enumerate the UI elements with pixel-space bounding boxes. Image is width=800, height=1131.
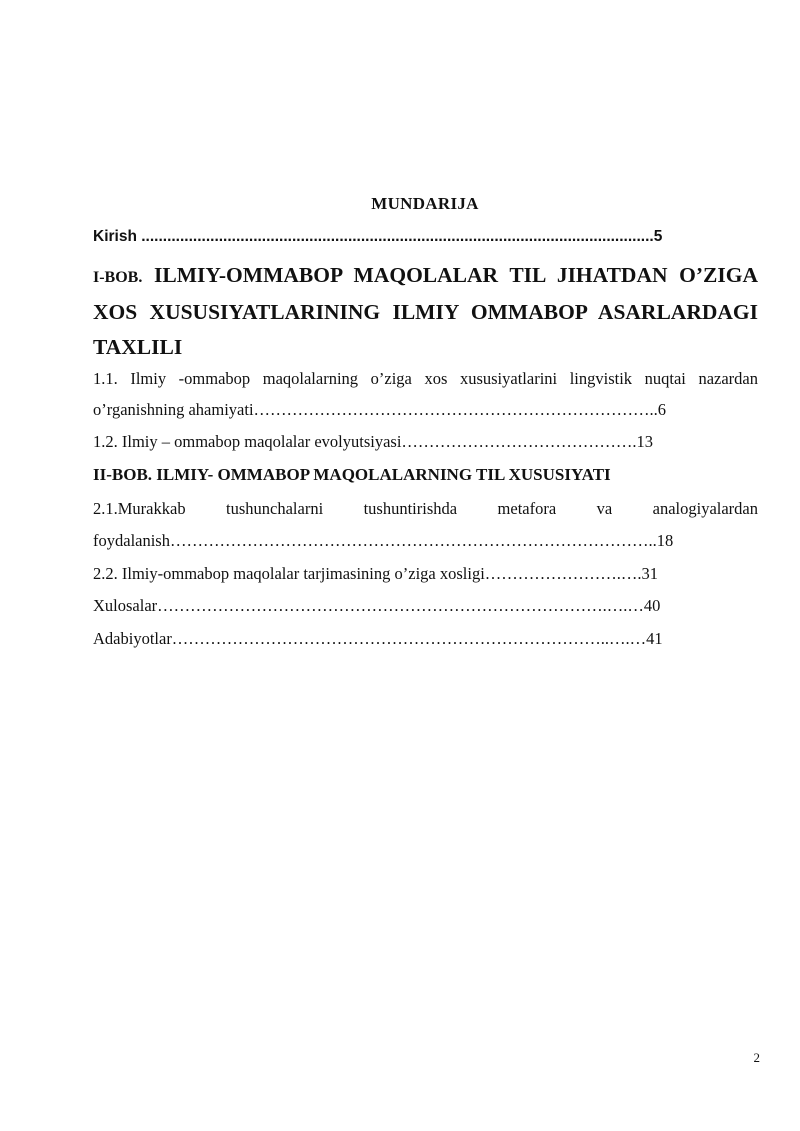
toc-entry-1-2: 1.2. Ilmiy – ommabop maqolalar evolyutsiyasi…………………………………….13 bbox=[93, 432, 654, 451]
sec21-word: 2.1.Murakkab bbox=[93, 499, 186, 518]
toc-entry-2-1-line1 bbox=[93, 499, 758, 519]
sec21-word: tushuntirishda bbox=[363, 499, 458, 518]
chapter-1-prefix: I-BOB. bbox=[93, 269, 143, 286]
toc-entry-kirish: Kirish .......................................................................................................................5 bbox=[93, 228, 663, 245]
toc-chapter-2: II-BOB. ILMIY- OMMABOP MAQOLALARNING TIL XUSUSIYATI bbox=[93, 465, 611, 484]
toc-entry-1-1-line2: o’rganishning ahamiyati………………………………………………………………..6 bbox=[93, 400, 667, 419]
sec21-word: tushunchalarni bbox=[226, 499, 324, 518]
page-number: 2 bbox=[753, 1050, 760, 1065]
toc-entry-2-1-line2: foydalanish……………………………………………………………………………..18 bbox=[93, 531, 674, 550]
toc-title: MUNDARIJA bbox=[371, 194, 479, 213]
sec21-word: metafora bbox=[497, 499, 557, 518]
toc-entry-adabiyotlar: Adabiyotlar……………………………………………………………………..….…41 bbox=[93, 629, 663, 648]
toc-entry-2-2: 2.2. Ilmiy-ommabop maqolalar tarjimasining o’ziga xosligi…………………….….31 bbox=[93, 564, 659, 583]
sec21-word: va bbox=[596, 499, 613, 518]
toc-entry-1-1-line1: 1.1. Ilmiy -ommabop maqolalarning o’ziga xos xususiyatlarini lingvistik nuqtai nazardan bbox=[93, 369, 758, 388]
toc-entry-xulosalar: Xulosalar……………………………………………………………………….….…40 bbox=[93, 596, 661, 615]
chapter-1-title: ILMIY-OMMABOP MAQOLALAR TIL JIHATDAN O’ZIGA XOS XUSUSIYATLARINING ILMIY OMMABOP ASARLARDAGI TAXLILI bbox=[93, 263, 758, 359]
toc-chapter-1 bbox=[93, 258, 758, 365]
sec21-word: analogiyalardan bbox=[652, 499, 758, 518]
